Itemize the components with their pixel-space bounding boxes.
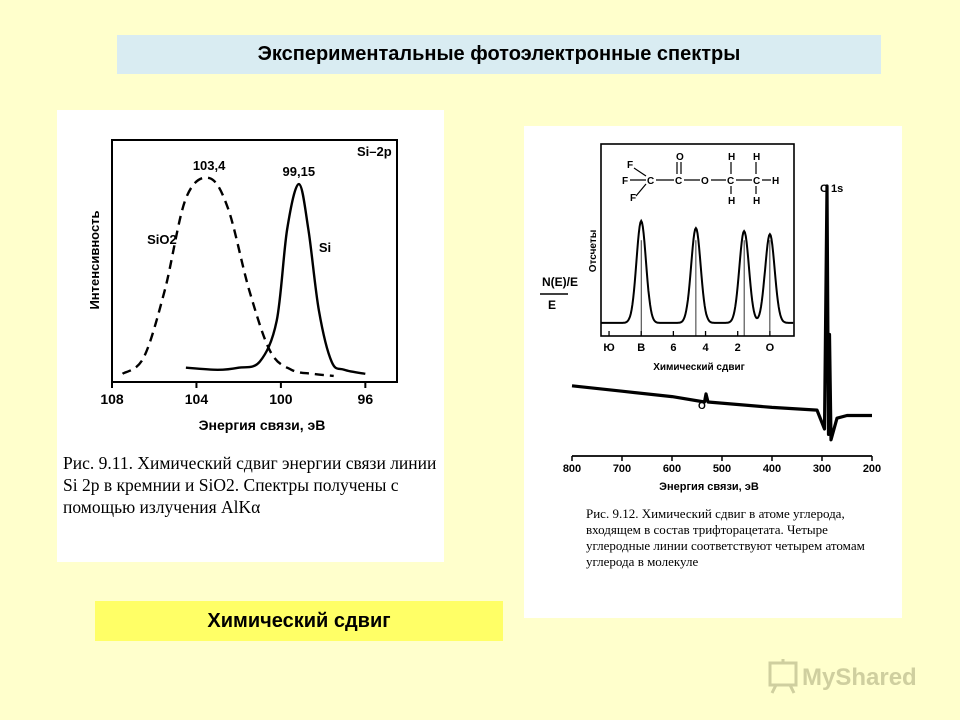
x-tick-label: 400 bbox=[762, 463, 782, 475]
chart-title: Si–2p bbox=[357, 144, 392, 159]
figure-caption-left: Рис. 9.11. Химический сдвиг энергии связи линии Si 2p в кремнии и SiO2. Спектры получены с помощью излучения AlKα bbox=[63, 453, 437, 517]
x-tick-label: 600 bbox=[662, 463, 682, 475]
svg-text:H: H bbox=[728, 196, 736, 207]
svg-text:H: H bbox=[772, 176, 780, 187]
svg-text:H: H bbox=[728, 152, 736, 163]
slide-title: Экспериментальные фотоэлектронные спектры bbox=[117, 35, 881, 74]
svg-text:O: O bbox=[701, 176, 709, 187]
svg-text:H: H bbox=[753, 196, 761, 207]
svg-text:C: C bbox=[753, 176, 761, 187]
annotation-c1s: C 1s bbox=[820, 183, 844, 195]
x-axis-label-main: Энергия связи, эВ bbox=[659, 481, 759, 493]
svg-text:F: F bbox=[622, 176, 629, 187]
inset-y-axis-label: Отсчеты bbox=[588, 229, 599, 273]
inset-x-tick-label: Ю bbox=[603, 342, 615, 354]
plot-frame bbox=[112, 140, 397, 382]
inset-x-tick-label: 6 bbox=[670, 342, 677, 354]
x-axis-label: Энергия связи, эВ bbox=[198, 417, 326, 433]
slide-footer: Химический сдвиг bbox=[95, 601, 503, 641]
x-tick-label: 100 bbox=[269, 391, 293, 407]
svg-text:F: F bbox=[627, 160, 634, 171]
inset-x-tick-label: 2 bbox=[734, 342, 741, 354]
molecule-trifluoroacetate bbox=[622, 152, 779, 207]
x-tick-label: 500 bbox=[712, 463, 732, 475]
x-tick-label: 800 bbox=[562, 463, 582, 475]
svg-text:C: C bbox=[727, 176, 735, 187]
x-tick-label: 96 bbox=[357, 391, 374, 407]
y-axis-denominator: E bbox=[548, 298, 557, 312]
inset-spectrum-line bbox=[601, 221, 793, 323]
inset-x-tick-label: 4 bbox=[702, 342, 709, 354]
svg-text:C: C bbox=[675, 176, 683, 187]
inset-x-tick-label: В bbox=[637, 342, 646, 354]
inset-x-tick-label: О bbox=[765, 342, 775, 354]
peak-label: 99,15 bbox=[282, 164, 316, 180]
chart-si2p bbox=[57, 110, 444, 445]
peak-label: 103,4 bbox=[192, 158, 226, 173]
figure-caption-right: Рис. 9.12. Химический сдвиг в атоме углерода, входящем в состав трифторацетата. Четыре углеродные линии соответствуют четырем атомам углерода в молекуле bbox=[586, 506, 865, 569]
series-line-sio2 bbox=[123, 178, 334, 376]
series-label-sio2: SiO2 bbox=[147, 232, 177, 247]
x-tick-label: 300 bbox=[812, 463, 832, 475]
figure-left-panel bbox=[57, 110, 444, 562]
figure-right-panel bbox=[524, 126, 902, 618]
y-axis-label-main: N(E)/E bbox=[542, 275, 578, 289]
annotation-o: O bbox=[698, 401, 706, 412]
svg-text:F: F bbox=[630, 193, 637, 204]
x-tick-label: 700 bbox=[612, 463, 632, 475]
y-axis-label: Интенсивность bbox=[87, 210, 102, 310]
series-line-si bbox=[186, 184, 365, 374]
svg-text:C: C bbox=[647, 176, 655, 187]
inset-x-axis-label: Химический сдвиг bbox=[653, 362, 745, 373]
x-tick-label: 200 bbox=[862, 463, 882, 475]
svg-text:O: O bbox=[676, 152, 684, 163]
x-tick-label: 108 bbox=[100, 391, 124, 407]
svg-text:H: H bbox=[753, 152, 761, 163]
chart-c1s bbox=[524, 126, 902, 504]
watermark-logo bbox=[766, 657, 926, 697]
watermark-text: MyShared bbox=[802, 664, 917, 691]
presentation-icon bbox=[770, 659, 796, 693]
series-label-si: Si bbox=[318, 240, 332, 256]
spectrum-line bbox=[572, 186, 872, 440]
x-tick-label: 104 bbox=[184, 391, 209, 407]
